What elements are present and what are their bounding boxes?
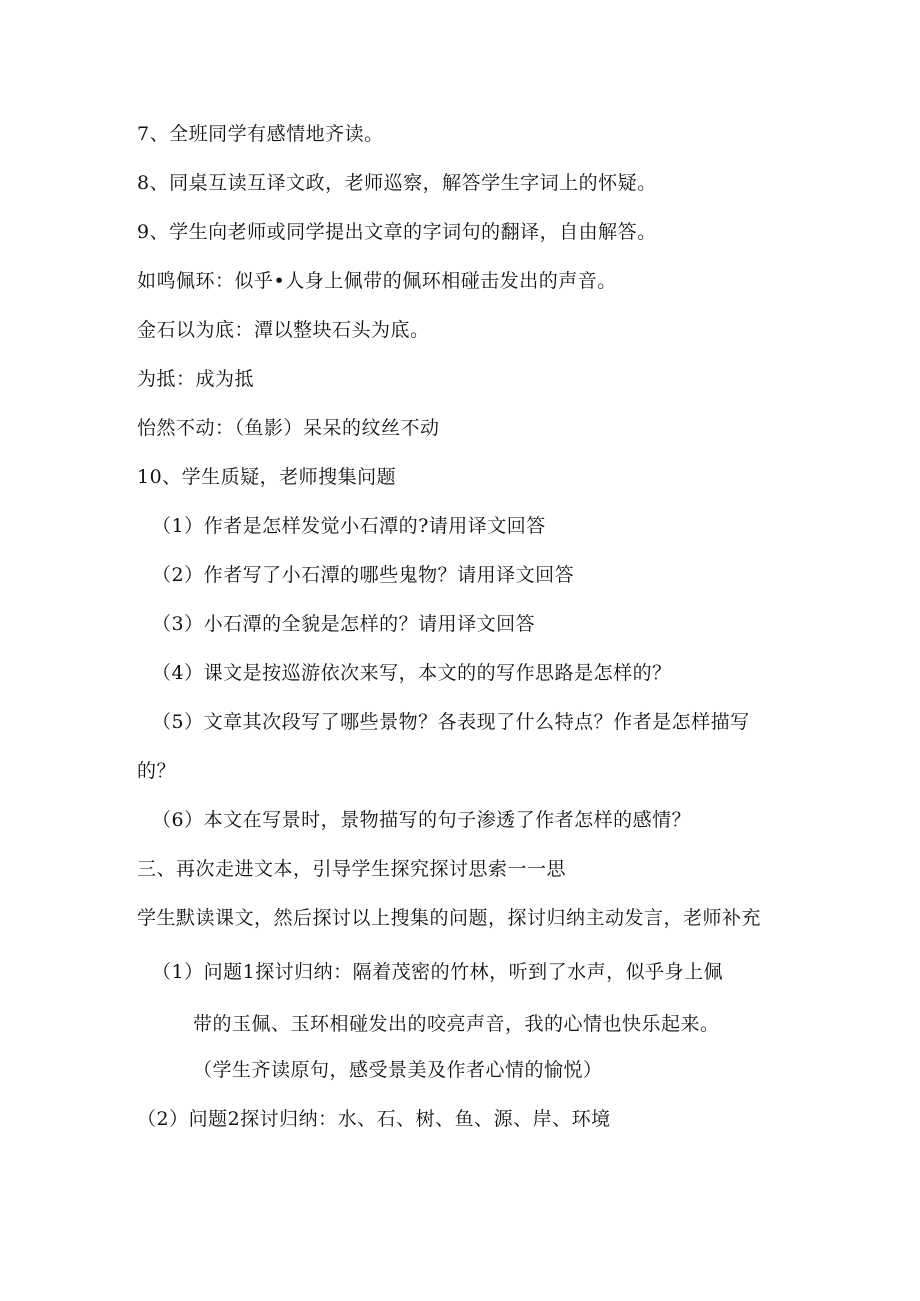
question-3: （3）小石潭的全貌是怎样的？请用译文回答 [152, 613, 536, 635]
step-8-line: 8、同桌互读互译文政，老师巡察，解答学生字词上的怀疑。 [137, 172, 657, 194]
question-4: （4）课文是按巡游依次来写，本文的的写作思路是怎样的？ [152, 662, 672, 684]
question-1: （1）作者是怎样发觉小石潭的?请用译文回答 [152, 515, 546, 537]
step-10-line: 10、学生质疑，老师搜集问题 [137, 466, 397, 488]
answer-2-line: （2）问题2探讨归纳：水、石、树、鱼、源、岸、环境 [137, 1108, 611, 1130]
question-5-continuation: 的？ [137, 760, 177, 782]
answer-1-line-1: （1）问题1探讨归纳：隔着茂密的竹林，听到了水声，似乎身上佩 [152, 961, 724, 983]
section-3-intro: 学生默读课文，然后探讨以上搜集的问题，探讨归纳主动发言，老师补充 [137, 907, 762, 929]
gloss-ru-ming-pei-huan: 如鸣佩环：似乎•人身上佩带的佩环相碰击发出的声音。 [137, 270, 617, 292]
question-5: （5）文章其次段写了哪些景物？各表现了什么特点？作者是怎样描写 [152, 711, 750, 733]
step-9-line: 9、学生向老师或同学提出文章的字词句的翻译，自由解答。 [137, 221, 657, 243]
step-7-line: 7、全班同学有感情地齐读。 [137, 123, 384, 145]
question-2: （2）作者写了小石潭的哪些鬼物？请用译文回答 [152, 564, 575, 586]
answer-1-line-2: 带的玉佩、玉环相碰发出的咬亮声音，我的心情也快乐起来。 [193, 1013, 720, 1035]
question-6: （6）本文在写景时，景物描写的句子渗透了作者怎样的感情？ [152, 809, 692, 831]
answer-1-note: （学生齐读原句，感受景美及作者心情的愉悦） [193, 1059, 603, 1081]
gloss-jin-shi-yi-wei-di: 金石以为底：潭以整块石头为底。 [137, 319, 430, 341]
gloss-yi-ran-bu-dong: 怡然不动：（鱼影）呆呆的纹丝不动 [137, 417, 440, 439]
section-3-heading: 三、再次走进文本，引导学生探究探讨思索一一思 [137, 858, 567, 880]
gloss-wei-di: 为抵：成为抵 [137, 368, 255, 390]
